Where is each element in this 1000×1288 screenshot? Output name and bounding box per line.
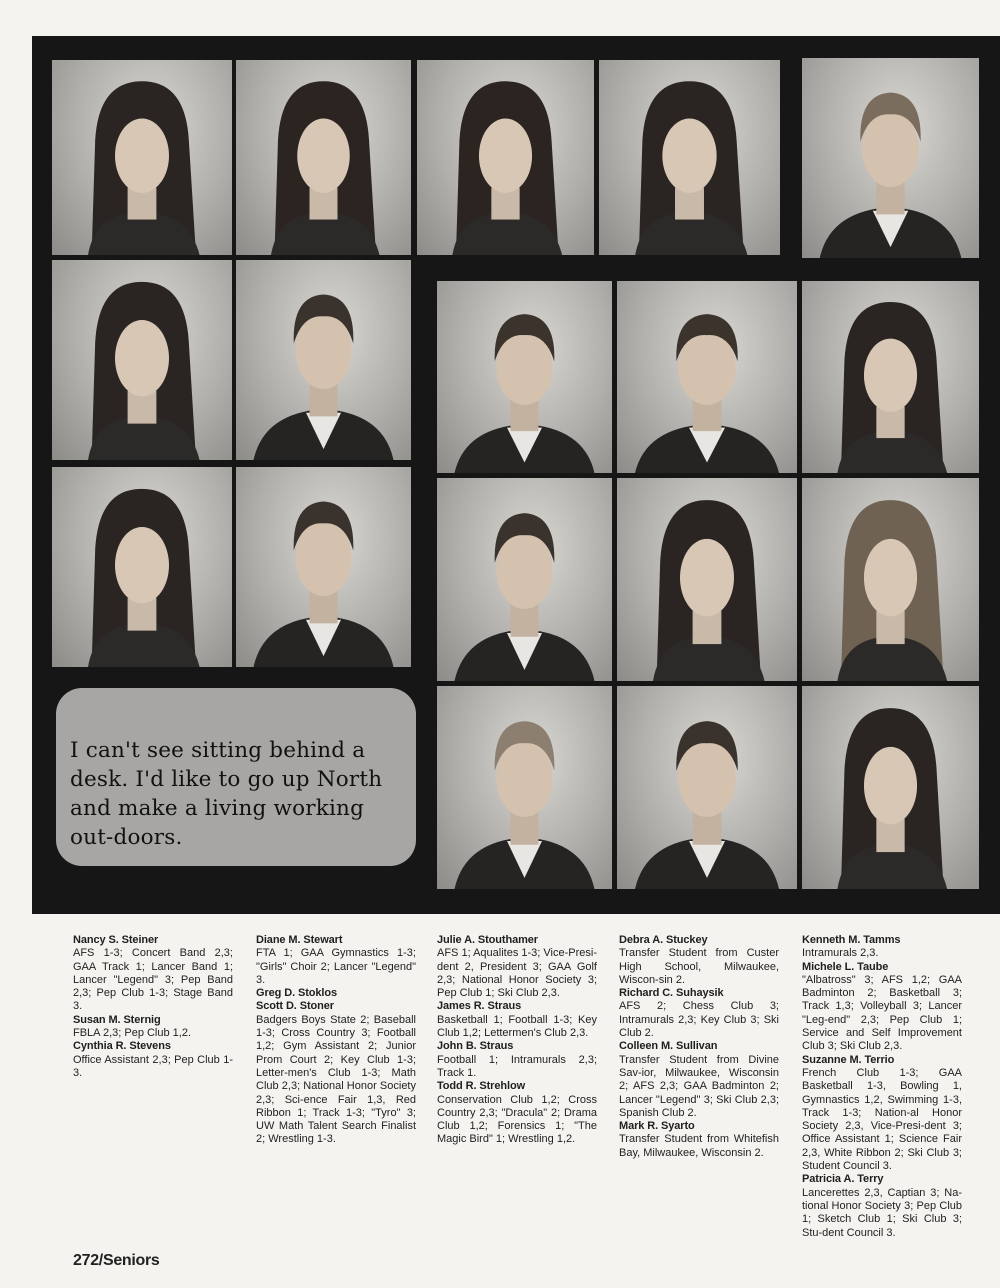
- student-name: Susan M. Sternig: [73, 1013, 161, 1026]
- student-activities: Transfer Student from Divine Sav-ior, Milwaukee, Wisconsin 2; AFS 2,3; GAA Badminton 2; Lancer "Legend" 3; Ski Club 2,3; Spanish Club 2.: [619, 1053, 779, 1119]
- student-activities: "Albatross" 3; AFS 1,2; GAA Badminton 2; Basketball 3; Track 1,3; Volleyball 3; Lancer "Leg-end" 2,3; Pep Club 1; Service and Self Improvement Club 3; Ski Club 2,3.: [802, 973, 962, 1053]
- student-name: Greg D. Stoklos: [256, 987, 338, 1000]
- student-activities: Transfer Student from Custer High School, Milwaukee, Wiscon-sin 2.: [619, 947, 779, 986]
- senior-portrait: [617, 686, 797, 889]
- bio-entry: [437, 1000, 597, 1040]
- student-name: Julie A. Stouthamer: [437, 934, 538, 946]
- student-activities: Intramurals 2,3.: [802, 947, 879, 960]
- student-name: Colleen M. Sullivan: [619, 1040, 718, 1053]
- student-activities: Conservation Club 1,2; Cross Country 2,3; "Dracula" 2; Drama Club 1,2; Forensics 1; "The Magic Bird" 1; Wrestling 1,2.: [437, 1093, 597, 1146]
- student-activities: Basketball 1; Football 1-3; Key Club 1,2; Lettermen's Club 2,3.: [437, 1013, 597, 1040]
- bio-column: [73, 934, 233, 1080]
- student-activities: AFS 2; Chess Club 3; Intramurals 2,3; Key Club 3; Ski Club 2.: [619, 1000, 779, 1040]
- student-activities: Football 1; Intramurals 2,3; Track 1.: [437, 1053, 597, 1079]
- bio-entry: [437, 1080, 597, 1146]
- student-activities: AFS 1-3; Concert Band 2,3; GAA Track 1; Lancer Band 1; Lancer "Legend" 3; Pep Band 2,3; Pep Club 1-3; Stage Band 3.: [73, 947, 233, 1013]
- page-folio: 272/Seniors: [73, 1252, 160, 1269]
- senior-portrait: [236, 260, 411, 460]
- student-name: Kenneth M. Tamms: [802, 934, 901, 946]
- senior-portrait: [802, 478, 979, 681]
- senior-portrait: [437, 478, 612, 681]
- bio-entry: [437, 1040, 597, 1080]
- bio-entry: [802, 961, 962, 1054]
- bio-entry: [73, 934, 233, 1014]
- bio-column: [619, 934, 779, 1160]
- senior-portrait: [437, 281, 612, 473]
- student-activities: Office Assistant 2,3; Pep Club 1-3.: [73, 1053, 233, 1079]
- bio-entry: [619, 934, 779, 987]
- student-name: Debra A. Stuckey: [619, 934, 708, 946]
- student-name: Michele L. Taube: [802, 960, 889, 973]
- bio-entry: [73, 1014, 233, 1041]
- senior-portrait: [437, 686, 612, 889]
- quote-box: [56, 688, 416, 866]
- senior-portrait: [802, 58, 979, 258]
- senior-portrait: [236, 60, 411, 255]
- student-name: John B. Straus: [437, 1040, 514, 1053]
- student-name: Mark R. Syarto: [619, 1120, 695, 1133]
- student-name: Scott D. Stoner: [256, 1000, 334, 1013]
- bio-entry: [437, 934, 597, 1000]
- student-activities: FTA 1; GAA Gymnastics 1-3; "Girls" Choir 2; Lancer "Legend" 3.: [256, 947, 416, 986]
- student-name: Diane M. Stewart: [256, 934, 343, 946]
- senior-portrait: [802, 281, 979, 473]
- student-activities: AFS 1; Aqualites 1-3; Vice-Presi-dent 2, President 3; GAA Golf 2,3; National Honor Society 3; Pep Club 1; Ski Club 2,3.: [437, 947, 597, 1000]
- senior-portrait: [417, 60, 594, 255]
- student-name: Patricia A. Terry: [802, 1173, 884, 1186]
- bio-column: [437, 934, 597, 1147]
- quote-text: I can't see sitting behind a desk. I'd like to go up North and make a living working out-doors.: [70, 738, 383, 850]
- student-activities: Transfer Student from Whitefish Bay, Milwaukee, Wisconsin 2.: [619, 1133, 779, 1159]
- senior-portrait: [236, 467, 411, 667]
- bio-entry: [619, 1120, 779, 1160]
- senior-portrait: [52, 60, 232, 255]
- bio-entry: [802, 1173, 962, 1239]
- student-name: Richard C. Suhaysik: [619, 987, 724, 1000]
- student-name: James R. Straus: [437, 1000, 522, 1013]
- student-activities: French Club 1-3; GAA Basketball 1-3, Bowling 1, Gymnastics 1,2, Swimming 1-3, Track 1-3; Nation-al Honor Society 2,3, Vice-Presi-dent 3; Office Assistant 1; Science Fair 2,3, White Ribbon 2; Ski Club 3; Student Council 3.: [802, 1066, 962, 1173]
- bio-entry: [802, 1054, 962, 1174]
- student-activities: FBLA 2,3; Pep Club 1,2.: [73, 1027, 192, 1040]
- bio-entry: [73, 1040, 233, 1080]
- bio-column: [802, 934, 962, 1240]
- student-name: Nancy S. Steiner: [73, 934, 159, 946]
- bio-entry: [802, 934, 962, 961]
- senior-portrait: [52, 467, 232, 667]
- bio-entry: [256, 1000, 416, 1146]
- senior-portrait: [617, 478, 797, 681]
- senior-portrait: [599, 60, 780, 255]
- senior-portrait: [617, 281, 797, 473]
- bio-column: [256, 934, 416, 1147]
- bio-entry: [619, 1040, 779, 1120]
- bio-entry: [256, 987, 416, 1000]
- student-name: Cynthia R. Stevens: [73, 1040, 171, 1053]
- student-name: Suzanne M. Terrio: [802, 1053, 895, 1066]
- senior-portrait: [802, 686, 979, 889]
- student-activities: Badgers Boys State 2; Baseball 1-3; Cross Country 3; Football 1,2; Gym Assistant 2; Junior Prom Court 2; Key Club 1-3; Letter-men's Club 1-3; Math Club 2,3; National Honor Society 2,3; Sci-ence Fair 1,3, Red Ribbon 1; Track 1-3; "Tyro" 3; UW Math Talent Search Finalist 2; Wrestling 1-3.: [256, 1013, 416, 1146]
- bio-entry: [256, 934, 416, 987]
- student-activities: Lancerettes 2,3, Captian 3; Na-tional Honor Society 3; Pep Club 1; Sketch Club 1; Ski Club 3; Stu-dent Council 3.: [802, 1186, 962, 1239]
- student-name: Todd R. Strehlow: [437, 1080, 526, 1093]
- bio-entry: [619, 987, 779, 1040]
- senior-portrait: [52, 260, 232, 460]
